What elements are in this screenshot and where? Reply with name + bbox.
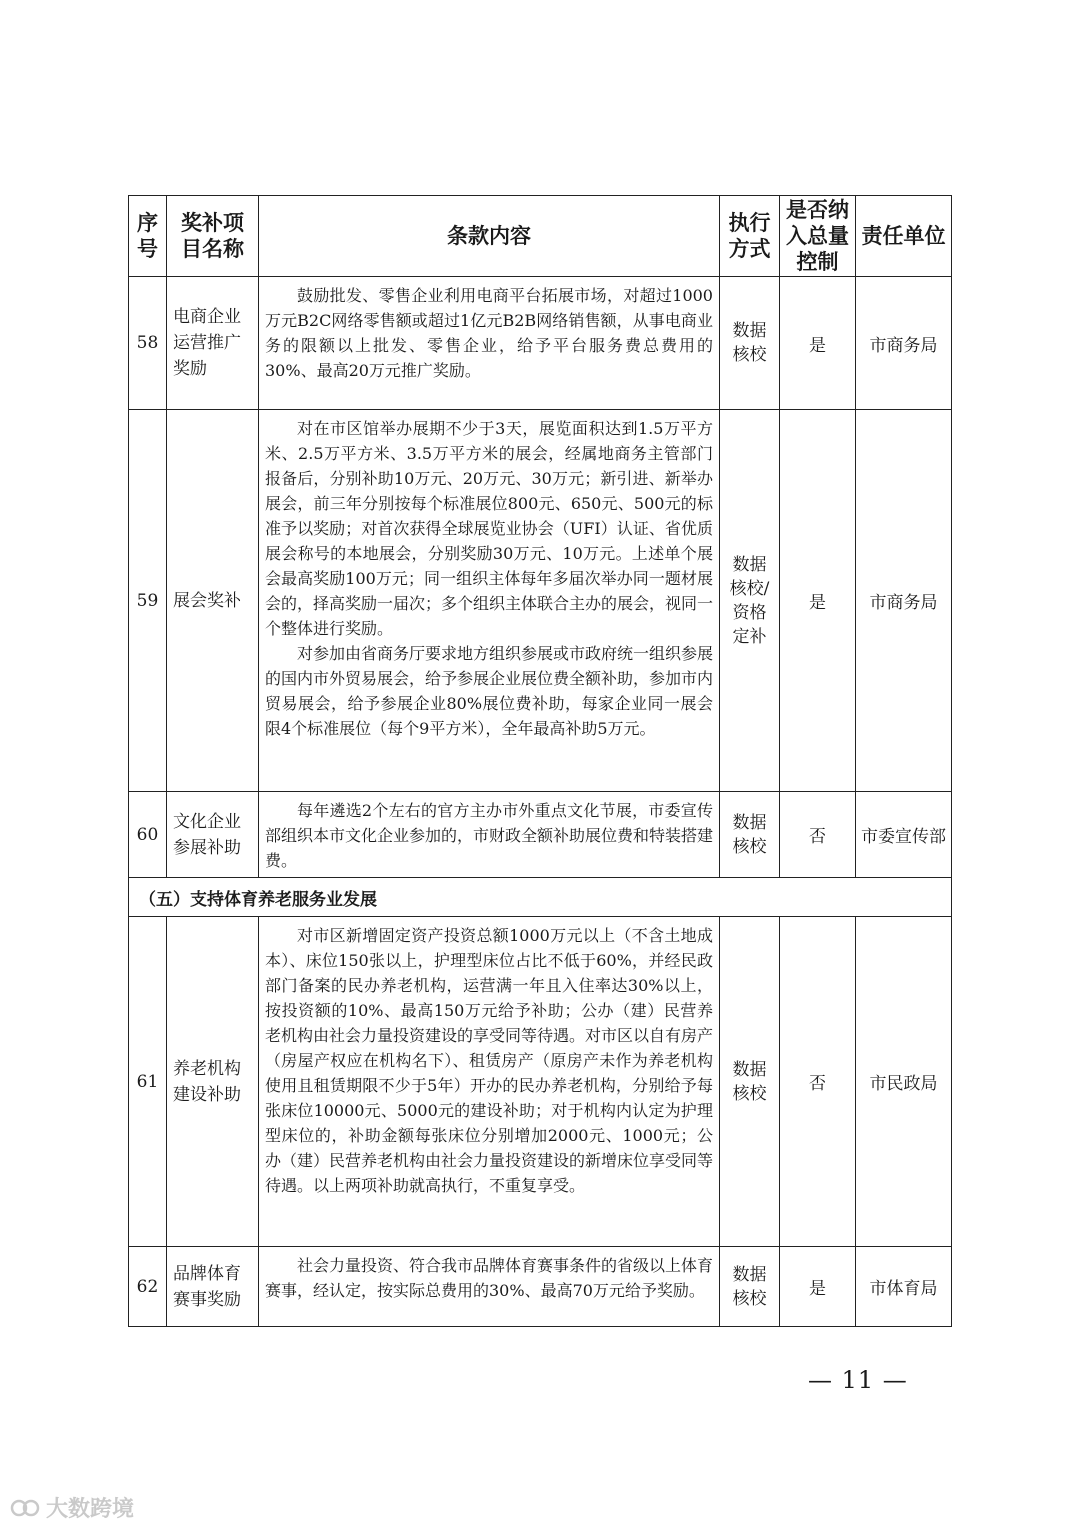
row-project-name xyxy=(167,410,259,792)
row-clause-content xyxy=(259,410,720,792)
method-line: 数据 xyxy=(732,554,767,575)
project-name-line: 运营推广 xyxy=(173,333,241,353)
table-row xyxy=(129,410,952,792)
table-body xyxy=(129,277,952,1327)
header-name: 奖补项目名称 xyxy=(167,196,259,277)
table-row xyxy=(129,1247,952,1327)
row-index: 61 xyxy=(129,917,167,1247)
row-index: 60 xyxy=(129,792,167,878)
policy-table xyxy=(128,195,952,1327)
clause-paragraph: 每年遴选2个左右的官方主办市外重点文化节展，市委宣传部组织本市文化企业参加的，市财政全额补助展位费和特装搭建费。 xyxy=(265,801,714,870)
row-execution-method xyxy=(720,792,780,878)
project-name-line: 参展补助 xyxy=(173,837,241,858)
method-line: 核校 xyxy=(732,836,767,857)
watermark xyxy=(10,1492,134,1523)
project-name-line: 建设补助 xyxy=(173,1084,241,1105)
method-line: 资格 xyxy=(732,602,767,623)
row-execution-method xyxy=(720,917,780,1247)
row-project-name xyxy=(167,917,259,1247)
clause-paragraph: 对参加由省商务厅要求地方组织参展或市政府统一组织参展的国内市外贸易展会，给予参展企业展位费全额补助，参加市内贸易展会，给予参展企业80%展位费补助，每家企业同一展会限4个标准展位（每个9平方米），全年最高补助5万元。 xyxy=(265,644,714,738)
row-responsible-unit: 市委宣传部 xyxy=(856,792,952,878)
row-index: 62 xyxy=(129,1247,167,1327)
method-line: 核校 xyxy=(732,1288,767,1309)
clause-paragraph: 对市区新增固定资产投资总额1000万元以上（不含土地成本）、床位150张以上，护理型床位占比不低于60%，并经民政部门备案的民办养老机构，运营满一年且入住率达30%以上，按投资额的10%、最高150万元给予补助；公办（建）民营养老机构由社会力量投资建设的享受同等待遇。对市区以自有房产（房屋产权应在机构名下）、租赁房产（原房产未作为养老机构使用且租赁期限不少于5年）开办的民办养老机构，分别给予每张床位10000元、5000元的建设补助；对于机构内认定为护理型床位的，补助金额每张床位分别增加2000元、1000元；公办（建）民营养老机构由社会力量投资建设的新增床位享受同等待遇。以上两项补助就高执行，不重复享受。 xyxy=(265,926,714,1195)
row-index: 59 xyxy=(129,410,167,792)
row-quota-control: 是 xyxy=(780,410,856,792)
project-name-line: 电商企业 xyxy=(173,307,241,327)
clause-paragraph: 鼓励批发、零售企业利用电商平台拓展市场，对超过1000万元B2C网络零售额或超过1亿元B2B网络销售额，从事电商业务的限额以上批发、零售企业，给予平台服务费总费用的30%、最高20万元推广奖励。 xyxy=(265,286,713,380)
row-project-name xyxy=(167,792,259,878)
table-header-row xyxy=(129,196,952,277)
row-quota-control: 否 xyxy=(780,917,856,1247)
method-line: 数据 xyxy=(732,1264,767,1285)
page-number: — 11 — xyxy=(808,1366,908,1394)
table-row xyxy=(129,917,952,1247)
project-name-line: 奖励 xyxy=(173,359,207,379)
method-line: 数据 xyxy=(732,812,767,833)
row-responsible-unit: 市商务局 xyxy=(856,410,952,792)
header-index: 序号 xyxy=(129,196,167,277)
method-line: 核校 xyxy=(732,345,767,365)
row-execution-method xyxy=(720,1247,780,1327)
project-name-line: 品牌体育 xyxy=(173,1263,241,1284)
row-clause-content xyxy=(259,1247,720,1327)
row-clause-content xyxy=(259,917,720,1247)
project-name-line: 展会奖补 xyxy=(173,590,241,611)
project-name-line: 文化企业 xyxy=(173,811,241,832)
header-method: 执行方式 xyxy=(720,196,780,277)
header-quota: 是否纳入总量控制 xyxy=(780,196,856,277)
row-responsible-unit: 市民政局 xyxy=(856,917,952,1247)
method-line: 数据 xyxy=(732,321,767,341)
section-title: （五）支持体育养老服务业发展 xyxy=(129,878,952,917)
watermark-logo-icon xyxy=(10,1497,40,1519)
header-content: 条款内容 xyxy=(259,196,720,277)
row-execution-method xyxy=(720,277,780,410)
row-responsible-unit: 市商务局 xyxy=(856,277,952,410)
watermark-text: 大数跨境 xyxy=(46,1497,135,1522)
table-row xyxy=(129,277,952,410)
project-name-line: 养老机构 xyxy=(173,1058,241,1079)
header-unit: 责任单位 xyxy=(856,196,952,277)
row-clause-content xyxy=(259,277,720,410)
project-name-line: 赛事奖励 xyxy=(173,1289,241,1310)
clause-paragraph: 社会力量投资、符合我市品牌体育赛事条件的省级以上体育赛事，经认定，按实际总费用的30%、最高70万元给予奖励。 xyxy=(265,1256,714,1300)
row-quota-control: 否 xyxy=(780,792,856,878)
row-responsible-unit: 市体育局 xyxy=(856,1247,952,1327)
row-project-name xyxy=(167,1247,259,1327)
method-line: 数据 xyxy=(732,1059,767,1080)
row-project-name xyxy=(167,277,259,410)
method-line: 核校/ xyxy=(729,578,770,599)
row-clause-content xyxy=(259,792,720,878)
row-quota-control: 是 xyxy=(780,277,856,410)
row-index: 58 xyxy=(129,277,167,410)
clause-paragraph: 对在市区馆举办展期不少于3天，展览面积达到1.5万平方米、2.5万平方米、3.5万平方米的展会，经属地商务主管部门报备后，分别补助10万元、20万元、30万元；新引进、新举办展会，前三年分别按每个标准展位800元、650元、500元的标准予以奖励；对首次获得全球展览业协会（UFI）认证、省优质展会称号的本地展会，分别奖励30万元、10万元。上述单个展会最高奖励100万元；同一组织主体每年多届次举办同一题材展会的，择高奖励一届次；多个组织主体联合主办的展会，视同一个整体进行奖励。 xyxy=(265,419,714,638)
method-line: 核校 xyxy=(732,1083,767,1104)
table-row xyxy=(129,792,952,878)
section-row xyxy=(129,878,952,917)
row-quota-control: 是 xyxy=(780,1247,856,1327)
method-line: 定补 xyxy=(732,626,767,647)
row-execution-method xyxy=(720,410,780,792)
